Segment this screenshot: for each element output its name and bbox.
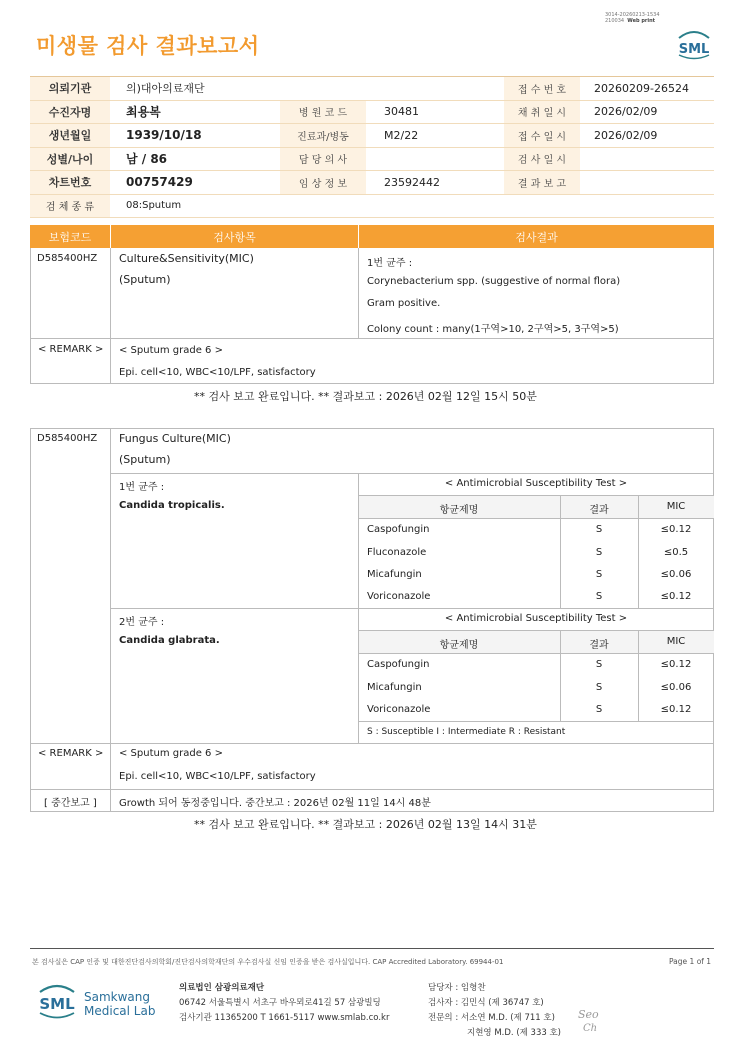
test2-code: D585400HZ	[37, 433, 98, 444]
results-header-bar	[30, 225, 714, 248]
logo-text: SML	[678, 42, 710, 57]
ast2-drug: Caspofungin	[367, 659, 430, 670]
ast2-mic: ≤0.12	[660, 704, 692, 715]
ast2-res: S	[595, 682, 603, 693]
signature-1: Seo	[578, 1008, 599, 1021]
test1-divider-2	[358, 248, 359, 338]
ast2-col-mic: MIC	[666, 636, 686, 647]
lab-name-line1: Samkwang	[84, 990, 150, 1004]
strain2-ast-title: < Antimicrobial Susceptibility Test >	[444, 613, 628, 624]
interim-label: [ 중간보고 ]	[44, 798, 97, 809]
org-name: 의료법인 삼광의료재단	[179, 983, 265, 993]
print-code-line1: 3014-20260213-1534	[605, 12, 660, 18]
value-sex-age: 남 / 86	[126, 152, 168, 167]
staff-in-charge: 담당자 : 임형찬	[428, 983, 486, 993]
ast1-col-result: 결과	[589, 505, 609, 516]
print-code	[605, 12, 660, 24]
test1-remark-2: Epi. cell<10, WBC<10/LPF, satisfactory	[119, 367, 316, 378]
ast2-res: S	[595, 659, 603, 670]
samkwang-logo-text: SML	[39, 995, 75, 1013]
ast2-res: S	[595, 704, 603, 715]
test1-gram: Gram positive.	[367, 298, 441, 309]
label-test-date: 검 사 일 시	[504, 148, 580, 171]
test2-line-1	[110, 473, 714, 474]
col-test-result: 검사결과	[358, 225, 714, 248]
value-test-date	[580, 148, 714, 171]
label-receipt-date: 접 수 일 시	[504, 124, 580, 147]
label-department: 진료과/병동	[280, 124, 366, 147]
info-row-1	[30, 77, 714, 101]
value-specimen: 08:Sputum	[126, 200, 182, 212]
ast2-header-line	[358, 653, 714, 654]
value-clinical-info: 23592442	[384, 175, 440, 189]
value-patient-name: 최용복	[126, 105, 161, 120]
ast1-res: S	[595, 569, 603, 580]
value-chart-number: 00757429	[126, 175, 193, 190]
test2-remark-2: Epi. cell<10, WBC<10/LPF, satisfactory	[119, 771, 316, 782]
label-chart-number: 차트번호	[30, 171, 110, 194]
label-physician: 담 당 의 사	[280, 148, 366, 171]
strain1-name: Candida tropicalis.	[119, 500, 225, 511]
org-address: 06742 서울특별시 서초구 바우뫼로41길 57 삼광빌딩	[179, 998, 381, 1008]
report-title: 미생물 검사 결과보고서	[36, 34, 260, 58]
ast1-mic: ≤0.12	[660, 591, 692, 602]
page-indicator: Page 1 of 1	[669, 957, 712, 966]
ast1-drug: Caspofungin	[367, 524, 430, 535]
footer-divider	[30, 948, 714, 949]
samkwang-logo-icon	[36, 980, 78, 1022]
test2-remark-1: < Sputum grade 6 >	[119, 748, 223, 759]
test2-remark-line	[30, 743, 714, 744]
test2-item-specimen: (Sputum)	[119, 453, 171, 466]
print-code-line2: 210034	[605, 18, 625, 24]
test1-completion-note: ** 검사 보고 완료입니다. ** 결과보고 : 2026년 02월 12일 15시 50분	[194, 390, 537, 403]
org-contact: 검사기관 11365200 T 1661-5117 www.smlab.co.kr	[179, 1013, 390, 1023]
ast1-drug: Voriconazole	[367, 591, 431, 602]
label-sex-age: 성별/나이	[30, 148, 110, 171]
label-collection-date: 채 취 일 시	[504, 101, 580, 124]
label-specimen: 검 체 종 류	[30, 195, 110, 218]
staff-tester: 검사자 : 김민식 (제 36747 호)	[428, 998, 544, 1008]
ast1-mic: ≤0.12	[660, 524, 692, 535]
test2-completion-note: ** 검사 보고 완료입니다. ** 결과보고 : 2026년 02월 13일 14시 31분	[194, 818, 537, 831]
strain2-name: Candida glabrata.	[119, 635, 220, 646]
ast1-header-line	[358, 518, 714, 519]
web-print-label: Web print	[627, 18, 656, 24]
ast1-res: S	[595, 524, 603, 535]
test1-remark-1: < Sputum grade 6 >	[119, 345, 223, 356]
ast2-drug: Micafungin	[367, 682, 422, 693]
test1-item-specimen: (Sputum)	[119, 273, 171, 286]
ast1-res: S	[595, 591, 603, 602]
ast2-mic: ≤0.06	[660, 682, 692, 693]
value-collection-date: 2026/02/09	[594, 105, 658, 119]
info-row-6	[30, 195, 714, 219]
test2-remark-label: < REMARK >	[38, 748, 104, 759]
value-department: M2/22	[384, 128, 419, 142]
info-row-2	[30, 101, 714, 125]
ast1-drug: Micafungin	[367, 569, 422, 580]
info-row-3	[30, 124, 714, 148]
interim-line	[30, 789, 714, 790]
test2-divider-1	[110, 428, 111, 812]
ast1-col-drug: 항균제명	[439, 505, 479, 516]
test1-organism: Corynebacterium spp. (suggestive of normal flora)	[367, 276, 621, 287]
ast1-res: S	[595, 547, 603, 558]
ast2-drug: Voriconazole	[367, 704, 431, 715]
value-physician	[366, 148, 504, 171]
test1-divider-1	[110, 248, 111, 384]
label-result-report: 결 과 보 고	[504, 171, 580, 194]
legend-line	[358, 721, 714, 722]
value-requester: 의)대아의료재단	[126, 82, 205, 96]
ast2-col-result: 결과	[589, 640, 609, 651]
ast2-col-drug: 항균제명	[439, 640, 479, 651]
col-test-item: 검사항목	[110, 225, 358, 248]
test2-item-name: Fungus Culture(MIC)	[119, 432, 231, 445]
ast2-mic: ≤0.12	[660, 659, 692, 670]
test1-item-name: Culture&Sensitivity(MIC)	[119, 252, 254, 265]
ast1-col-mic: MIC	[666, 501, 686, 512]
value-result-report	[580, 171, 714, 194]
strain1-ast-title: < Antimicrobial Susceptibility Test >	[444, 478, 628, 489]
strain1-label: 1번 균주 :	[119, 482, 165, 493]
patient-info-table	[30, 76, 714, 218]
value-receipt-date: 2026/02/09	[594, 128, 658, 142]
value-birthdate: 1939/10/18	[126, 128, 202, 143]
strain2-label: 2번 균주 :	[119, 617, 165, 628]
col-insurance-code: 보험코드	[48, 230, 92, 244]
test1-remark-line	[30, 338, 714, 339]
ast1-drug: Fluconazole	[367, 547, 427, 558]
interim-report-text: Growth 되어 동정중입니다. 중간보고 : 2026년 02월 11일 14시 48분	[119, 798, 431, 809]
test1-remark-label: < REMARK >	[38, 344, 104, 355]
test1-code: D585400HZ	[37, 253, 98, 264]
ast1-mic: ≤0.06	[660, 569, 692, 580]
cap-certification-note: 본 검사실은 CAP 인증 및 대한진단검사의학회/진단검사의학재단의 우수검사실 신임 인증을 받은 검사실입니다. CAP Accredited Laboratory. 69944-01	[32, 958, 504, 966]
label-hospital-code: 병 원 코 드	[280, 101, 366, 124]
strain-separator-line	[110, 608, 714, 609]
label-patient-name: 수진자명	[30, 101, 110, 124]
test1-strain-label: 1번 균주 :	[367, 258, 413, 269]
staff-specialist-1: 전문의 : 서소연 M.D. (제 711 호)	[428, 1013, 555, 1023]
label-accession: 접 수 번 호	[504, 77, 580, 100]
signature-2: Ch	[583, 1023, 598, 1034]
sml-logo-icon	[675, 28, 713, 60]
value-hospital-code: 30481	[384, 105, 419, 119]
ast1-mic: ≤0.5	[663, 547, 689, 558]
staff-specialist-2: 지현영 M.D. (제 333 호)	[467, 1028, 562, 1038]
label-clinical-info: 임 상 정 보	[280, 171, 366, 194]
susceptibility-legend: S : Susceptible I : Intermediate R : Resistant	[367, 727, 566, 737]
lab-name-line2: Medical Lab	[84, 1004, 156, 1018]
test1-colony-count: Colony count : many(1구역>10, 2구역>5, 3구역>5)	[367, 324, 619, 335]
value-accession: 20260209-26524	[594, 81, 689, 95]
label-requester: 의뢰기관	[30, 77, 110, 100]
label-birthdate: 생년월일	[30, 124, 110, 147]
info-row-5	[30, 171, 714, 195]
info-row-4	[30, 148, 714, 172]
